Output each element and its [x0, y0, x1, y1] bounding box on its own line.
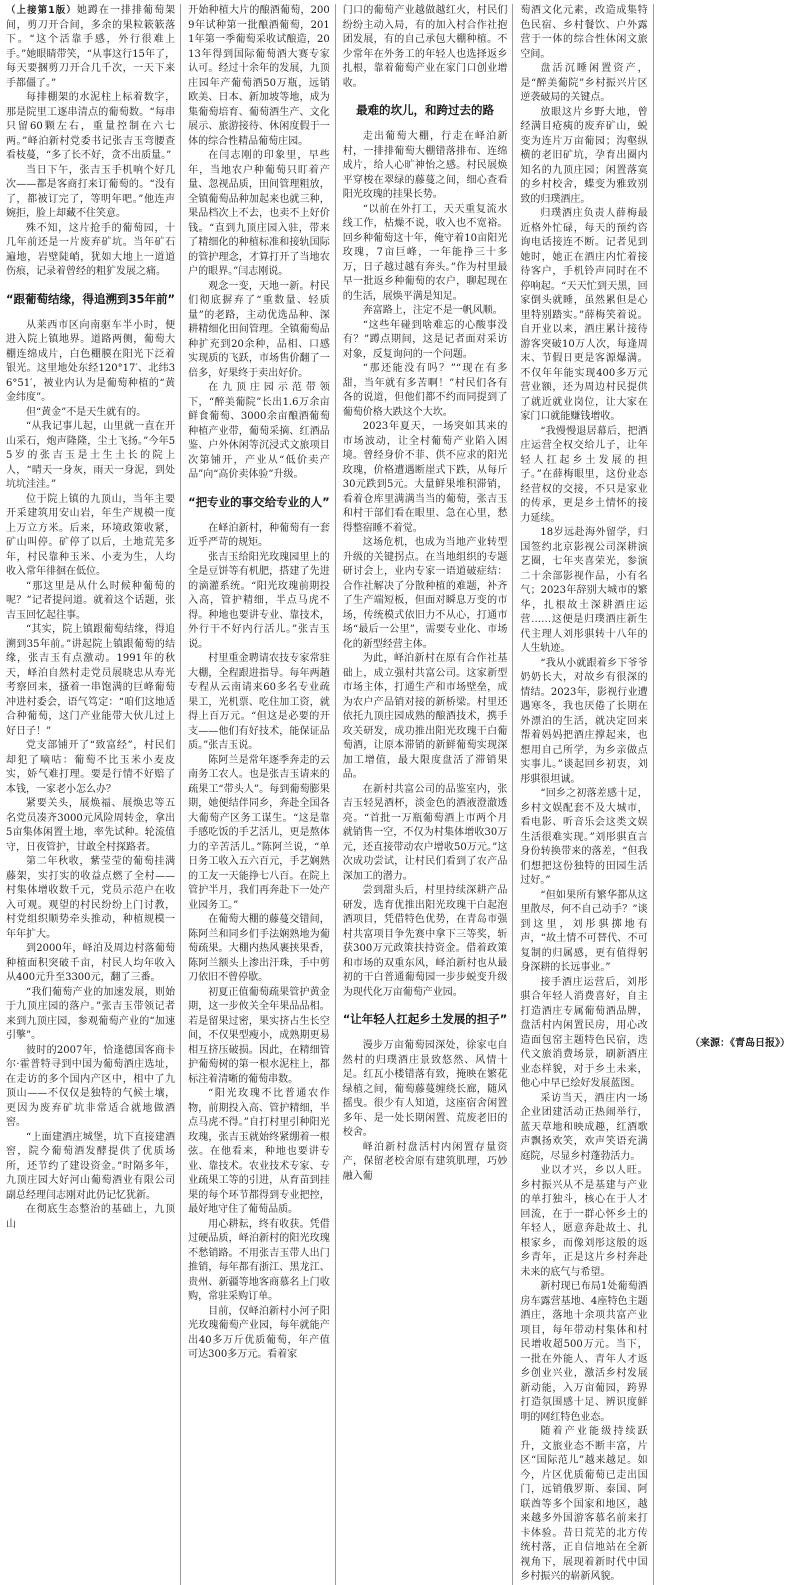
paragraph: “那还能没有吗？”“现在有多甜，当年就有多苦啊！”村民们各有各的说道，但他们都不约而同提到了葡萄价格大跌这个大坎。: [342, 363, 508, 418]
paragraph: “这些年碰到啥难忘的心酸事没有？”蹲点期间，这是记者面对采访对象，反复询问的一个问题。: [342, 319, 508, 360]
section-heading-1: “跟葡萄结缘，得追溯到35年前”: [6, 291, 176, 306]
paragraph: 位于院上镇的九顶山，当年主要开采建筑用安山岩，年生产规模一度上万立方米。后来，环境政策收紧，矿山叫停。矿停了以后，土地荒芜多年，村民靠种玉米、小麦为生，人均收入常年徘徊在低位。: [6, 493, 176, 577]
source-credit: （来源：《青岛日报》）: [690, 1038, 790, 1049]
paragraph: 奔富路上，注定不是一帆风顺。: [362, 305, 503, 316]
paragraph: 18岁远赴海外留学，归国签约北京影视公司深耕演艺圈，七年夹喜荣光，参演二十余部影视作品，小有名气；2023年辞别大城市的繁华，扎根故土深耕酒庄运营……这便是归璞酒庄新生代主理人刘彤骐转十八年的人生轨迹。: [520, 527, 648, 654]
column-5: [661, 4, 794, 1585]
paragraph: 当日下午，张吉玉手机响个好几次——都是客商打来订葡萄的。“没有了，都被订完了，等明年吧。”他连声婉拒，脸上却藏不住笑意。: [6, 164, 176, 219]
paragraph: 村里重金聘请农技专家常驻大棚，全程跟进指导。每年两趟专程从云南请来60多名专业疏果工，光机票、吃住加工资，就得上百万元。“但这是必要的开支——他们有好技术，能保证品质。”张吉玉说。: [188, 653, 330, 751]
paragraph: 门口的葡萄产业越做越红火，村民们纷纷主动入局，有的加入村合作社抱团发展，有的自己承包大棚种植。不少常年在外务工的年轻人也选择返乡扎根，靠着葡萄产业在家门口创业增收。: [342, 5, 508, 89]
paragraph: 峄泊新村盘活村内闲置存量资产，保留老校舍原有建筑肌理，巧妙融入葡: [342, 1141, 508, 1182]
paragraph: 在闫志刚的印象里，早些年，当地农户种葡萄只盯着产量、忽视品质，田间管理粗放，全镇葡萄品种加起来也就三种，果品档次上不去，也卖不上好价钱。“直到九顶庄园入驻，带来了精细化的种植标准和接轨国际的管护理念，才算打开了当地农户的眼界。”闫志刚说。: [188, 150, 330, 277]
paragraph: 漫步万亩葡萄园深处，徐家屯自然村的归璞酒庄景致悠然、风情十足。红瓦小楼错落有致，掩映在繁花绿植之间，葡萄藤蔓缠绕长廊，随风摇曳。很少有人知道，这座宿舍闲置多年、是一处长期闲置、荒废老旧的校舍。: [342, 1040, 508, 1138]
paragraph: “我从小就跟着乡下爷爷奶奶长大，对故乡有很深的情结。2023年，影视行业遭遇寒冬，我也厌倦了长期在外漂泊的生活，就决定回来帮着妈妈把酒庄撑起来，也想用自己所学，为乡亲做点实事儿。”谈起回乡初衷，刘彤骐很坦诚。: [520, 657, 648, 785]
paragraph: 到2000年，峄泊及周边村落葡萄种植面积突破千亩，村民人均年收入从400元升至3300元，翻了三番。: [6, 943, 176, 983]
section-heading-2: “把专业的事交给专业的人”: [188, 494, 330, 509]
column-4: [520, 4, 653, 1585]
continued-paragraph: （上接第1版）她蹲在一排排葡萄架间，剪刀开合间，多余的果粒簌簌落下。“这个活靠手感，外行很难上手。”她眼睛带笑，“从事这行15年了，每天要捆剪刀开合几千次，一天下来手都僵了。”: [6, 5, 176, 89]
paragraph: 紧要关头，展焕福、展焕忠等五名党员凑齐3000元风险周转金，拿出5亩集体闲置土地，率先试种。轮流值守，日夜管护，甘敢全村探路者。: [6, 798, 176, 853]
paragraph: “阳光玫瑰不比普通农作物，前期投入高、管护精细，半点马虎不得。”自打村里引种阳光玫瑰，张吉玉就始终紧绷着一根弦。在他看来，种地也要讲专业、靠技术。农业技术专家、专业疏果工等的引进，从育苗到挂果的每个环节都得到专业把控，最好地守住了葡萄品质。: [188, 1088, 330, 1215]
paragraph: 接手酒庄运营后，刘彤骐合年轻人消费喜好，自主打造酒庄专属葡萄酒品牌，盘活村内闲置民房，用心改造面包窑主题特色民宿，迭代文旅消费场景，刷新酒庄业态样貌，对于乡土未来，他心中早已绘好发展蓝图。: [520, 976, 648, 1089]
paragraph: 但“黄金”不是天生就有的。: [26, 406, 147, 418]
paragraph: 走出葡萄大棚，行走在峄泊新村，一排排葡萄大棚错落排布、连绵成片，给人心旷神怡之感。村民展焕平穿梭在翠绿的藤蔓之间，细心查看阳光玫瑰的挂果长势。: [342, 131, 508, 200]
paragraph: 殊不知，这片抢手的葡萄园，十几年前还是一片废弃矿坑。当年矿石遍地，岩壁陡峭，犹如大地上一道道伤痕，记录着曾经的粗犷发展之痛。: [6, 222, 176, 277]
paragraph: 这场危机，也成为当地产业转型升级的关键拐点。在当地组织的专题研讨会上，业内专家一语道破症结：合作社解决了分散种植的难题，补齐了生产端短板，但面对瞬息万变的市场，传统模式依旧力不从心，打通市场“最后一公里”，需要专业化、市场化的新型经营主体。: [342, 537, 508, 650]
paragraph: 为此，峄泊新村在原有合作社基础上，成立强村共富公司。这家新型市场主体，打通生产和市场壁垒，成为农户产品销对接的新桥梁。村里还依托九顶庄园成熟的酿酒技术，携手攻关研发，成功推出阳光玫瑰干白葡萄酒，让原本滞销的新鲜葡萄实现深加工增值，最大限度盘活了滞销果品。: [342, 653, 508, 780]
paragraph: 在葡萄大棚的藤蔓交错间，陈阿兰和同乡们手法娴熟地为葡萄疏果。大棚内热风裹挟果香，陈阿兰额头上渗出汗珠，手中剪刀依旧不曾停歇。: [188, 914, 330, 983]
section-heading-3: 最难的坎儿，和跨过去的路: [356, 103, 495, 117]
paragraph: 陈阿兰是常年逐季奔走的云南务工农人。也是张吉玉请来的疏果工“带头人”。每到葡萄膨果期，她便结伴同乡，奔赴全国各大葡萄产区务工谋生。“这是靠手感吃饭的手艺活儿，更是熬体力的辛苦活儿。”陈阿兰说，“单日务工收入五六百元，手艺娴熟的工友一天能挣七八百。在院上管护半月，我们再奔赴下一处产业园务工。”: [188, 754, 330, 911]
paragraph: 观念一变，天地一新。村民们彻底摒弃了“重数量、轻质量”的老路，主动优选品种、深耕精细化田间管理。全镇葡萄品种扩充到20余种，品相、口感实现质的飞跃，市场售价翻了一倍多，好果终于卖出好价。: [188, 280, 330, 379]
continued-mark: （上接第1版）: [6, 5, 77, 16]
paragraph: “我们葡萄产业的加速发展，则始于九顶庄园的落户。”张吉玉带领记者来到九顶庄园，参观葡萄产业的“加速引擎”。: [6, 986, 176, 1041]
paragraph: 在彻底生态整治的基础上，九顶山: [6, 1204, 176, 1230]
paragraph: 萄酒文化元素，改造成集特色民宿、乡村餐饮、户外露营于一体的综合性休闲文旅空间。: [520, 5, 648, 60]
paragraph: “其实，院上镇跟葡萄结缘，得追溯到35年前。”讲起院上镇跟葡萄的结缘，张吉玉有点激动。1991年的秋天，峄泊自然村走党员展晓忠从寿光考察回来，搔着一串饱满的巨峰葡萄冲进村委会，语气笃定：“咱们这地适合种葡萄，这门产业能带大伙儿过上好日子！”: [6, 624, 176, 737]
paragraph: 放眼这片乡野大地，曾经满目疮痍的废弃矿山，蜕变为连片万亩葡园；沟壑纵横的老旧矿坑，孕育出圈内知名的九顶庄园；闲置落寞的乡村校舍，蝶变为雅致别致的归璞酒庄。: [520, 106, 648, 205]
paragraph: “从我记事儿起，山里就一直在开山采石，炮声隆隆，尘土飞扬。”今年55岁的张吉玉是土生土长的院上人，“晴天一身灰，雨天一身泥，到处坑坑洼洼。”: [6, 421, 176, 490]
paragraph: “我慢慢退居幕后，把酒庄运营全权交给儿子，让年轻人扛起乡土发展的担子。”在薛梅眼里，这份业态经营权的交接，不只是家业的传承，更是乡土情怀的接力延续。: [520, 425, 648, 524]
paragraph: 张吉玉给阳光玫瑰园里上的全是豆饼等有机肥，搭建了先进的滴灌系统。“阳光玫瑰前期投入高，管护精细，半点马虎不得。种地也要讲专业、靠技术，外行干不好内行活儿。”张吉玉说。: [188, 551, 330, 650]
paragraph: “回乡之初落差感十足，乡村文娱配套不及大城市，看电影、听音乐会这类文娱生活很难实现。”刘彤骐直言身份转换带来的落差，“但我们想把这份独特的田园生活过好。”: [520, 788, 648, 886]
column-2: [188, 4, 336, 1585]
paragraph: 彼时的2007年，恰逢德国客商卡尔·霍普特寻到中国为葡萄酒庄选址，在走访的多个国内产区中，相中了九顶山——不仅仅是独特的气候土壤，更因为废弃矿坑非常适合就地做酒窖。: [6, 1044, 176, 1128]
paragraph: 初夏正值葡萄疏果管护黄金期，这一步攸关全年果品品相。若是留果过密，果实挤占生长空间，不仅果型瘦小，成熟期更易相互挤压破损。因此，在精细管护葡萄树的第一根水泥柱上，都标注着清晰的葡萄串数。: [188, 986, 330, 1085]
paragraph: “以前在外打工，天天重复流水线工作，枯燥不说，收入也不宽裕。回乡种葡萄这十年，俺守着10亩阳光玫瑰，7亩巨峰，一年能挣三十多万，日子越过越有奔头。”作为村里最早一批返乡种葡萄的农户，聊起现在的生活，展焕平满是知足。: [342, 203, 508, 302]
paragraph: 归璞酒庄负责人薛梅最近格外忙碌，每天的预约咨询电话接连不断。记者见到她时，她正在酒庄内忙着接待客户，手机铃声同时在不停响起。“天天忙到天黑，回家倒头就睡，虽然累但是心里特别踏实。”薛梅笑着说。自开业以来，酒庄累计接待游客突破10万人次，每逢周末、节假日更是客源爆满。不仅年年能实现400多万元营业额，还为周边村民提供了就近就业岗位，让大家在家门口就能赚钱增收。: [520, 208, 648, 422]
paragraph: 在新村共富公司的品鉴室内，张吉玉轻晃酒杯，淡金色的酒液澄澈透亮。“首批一万瓶葡萄酒上市两个月就销售一空，不仅为村集体增收30万元，还直接带动农户增收50万元。”这次成功尝试，让村民们看到了农产品深加工的潜力。: [342, 783, 508, 882]
paragraph: 党支部铺开了“致富经”，村民们却犯了嘀咕：葡萄不比玉米小麦皮实，娇气难打理。要是行情不好赔了本钱，一家老小怎么办？: [6, 740, 176, 795]
paragraph: 随着产业能级持续跃升，文旅业态不断丰富，片区“国际范儿”越来越足。如今，片区优质葡萄已走出国门，远销俄罗斯、泰国、阿联酋等多个国家和地区，越来越多外国游客慕名前来打卡体验。昔日荒芜的北方传统村落，正自信地站在全新视角下，展现着新时代中国乡村振兴的崭新风貌。: [520, 1426, 648, 1582]
paragraph: 采访当天，酒庄内一场企业团建活动正热闹举行，蓝天草地和映成趣，红酒歌声飘扬欢笑，欢声笑语充满庭院，尽显乡村蓬勃活力。: [520, 1092, 648, 1162]
column-3: [343, 4, 514, 1585]
paragraph: 开始种植大片的酿酒葡萄，2009年试种第一批酿酒葡萄，2011年第一季葡萄采收试酿造，2013年得到国际葡萄酒大赛专家认可。经过十余年的发展，九顶庄园年产葡萄酒50万瓶，远销欧美、日本、新加坡等地，成为集葡萄培育、葡萄酒生产、文化展示、旅游接待、休闲度假于一体的综合性精品葡萄庄园。: [188, 5, 330, 147]
paragraph: 从莱西市区向南驱车半小时，便进入院上镇地界。道路两侧，葡萄大棚连绵成片，白色棚膜在阳光下泛着银光。这里地处东经120°17′、北纬36°51′，被业内认为是葡萄种植的“黄金纬度”。: [6, 319, 176, 403]
paragraph: 盘活沉睡闲置资产，是“醉美葡院”乡村振兴片区逆袭破局的关键点。: [520, 63, 648, 103]
paragraph: 用心耕耘，终有收获。凭借过硬品质，峄泊新村的阳光玫瑰不愁销路。不用张吉玉带人出门推销，每年都有浙江、黑龙江、贵州、新疆等地客商慕名上门收购，常驻采购订单。: [188, 1218, 330, 1302]
paragraph: “上面建酒庄城堡，坑下直接建酒窖，院今葡萄酒发酵提供了优质场所，还节约了建设资金。”时隔多年，九顶庄园大好河山葡萄酒业有限公司副总经理闫志刚对此仍记忆犹新。: [6, 1131, 176, 1201]
paragraph: 目前，仅峄泊新村小河子阳光玫瑰葡萄产业园，每年就能产出40多万斤优质葡萄，年产值可达300多万元。看着家: [188, 1305, 330, 1360]
paragraph: 在九顶庄园示范带领下，“醉美葡院”长出1.6万余亩鲜食葡萄、3000余亩酿酒葡萄种植产业带，葡萄采摘、红酒品鉴、户外休闲等沉浸式文旅项目次第铺开，产业从“低价卖产品”向“高价卖体验”升级。: [188, 382, 330, 480]
paragraph: 第二年秋收，紫莹莹的葡萄挂满藤架，实打实的收益点燃了全村——村集体增收数千元，党员示范户在收入可观。观望的村民纷纷上门讨教，村党组织顺势牵头推动，种植规模一年年扩大。: [6, 856, 176, 940]
paragraph: “那这里是从什么时候种葡萄的呢？”记者提问道。就着这个话题，张吉玉回忆起往事。: [6, 580, 176, 621]
paragraph: 在峄泊新村，种葡萄有一套近乎严苛的规矩。: [188, 522, 330, 548]
paragraph: 尝到甜头后，村里持续深耕产品研发，选育优推出阳光玫瑰干白起泡酒项目，凭借特色优势，在青岛市强村共富项目争先赛中拿下三等奖，斩获300万元政策扶持资金。借着政策和市场的双重东风，峄泊新村也从最初的干白普通葡萄园一步步蜕变升级为现代化万亩葡萄产业园。: [342, 885, 508, 998]
paragraph: 新村现已布局1处葡萄酒房车露营基地、4座特色主题酒庄，落地十余项共富产业项目，每年带动村集体和村民增收超500万元。当下，一批在外能人、青年人才返乡创业兴业，激活乡村发展新动能，入万亩葡园，跨界打造氛围感十足、辨识度鲜明的网红特色业态。: [520, 1281, 648, 1423]
column-1: [6, 4, 181, 1585]
paragraph: 业以才兴，乡以人旺。乡村振兴从不是基建与产业的单打独斗，核心在于人才回流，在于一群心怀乡土的年轻人，愿意奔赴故土、扎根家乡，而像刘彤这般的返乡青年，正是这片乡村奔赴未来的底气与希望。: [520, 1165, 648, 1278]
paragraph: 每排棚架的水泥柱上标着数字，那是院里工逐串清点的葡萄数。“每串只留60颗左右，重量控制在六七两。”峄泊新村党委书记张吉玉弯腰查看枝蔓，“多了长不好，贪不出质量。”: [6, 92, 176, 161]
paragraph: “但如果所有繁华都从这里散尽，何不自己动手？”谈到这里，刘彤骐掷地有声，“故土情不可替代、不可复制的归属感，更有值得躬身深耕的长远事业。”: [520, 889, 648, 973]
paragraph: 2023年夏天，一场突如其来的市场波动，让全村葡萄产业陷入困境。曾经身价不菲、供不应求的阳光玫瑰，价格遭遇断崖式下跌，从每斤30元跌到5元。大量鲜果堆积滞销，看着仓库里满满当当的葡萄，张吉玉和村干部们看在眼里、急在心里，愁得整宿睡不着觉。: [342, 421, 508, 534]
section-heading-4: “让年轻人扛起乡土发展的担子”: [342, 1012, 508, 1026]
